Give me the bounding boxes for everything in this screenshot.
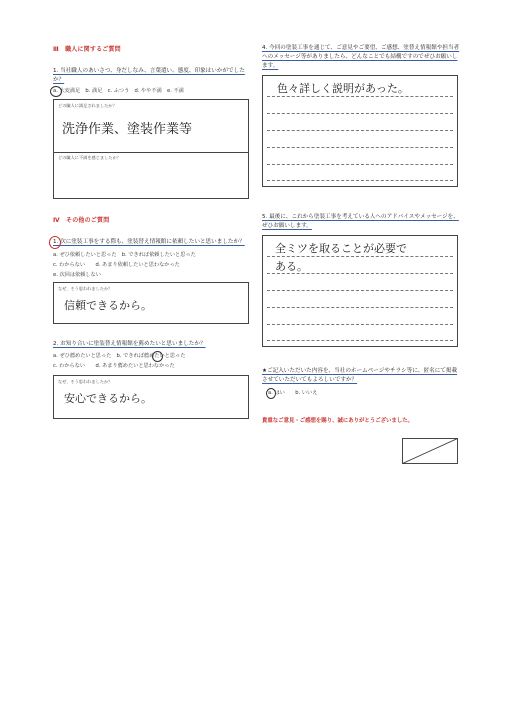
- q4-line-1: [267, 96, 453, 97]
- q5-answer-box[interactable]: [262, 235, 458, 347]
- q4-question: [262, 44, 462, 71]
- permission-question-text: ★ご記入いただいた内容を、当社のホームページやチラシ等に、匿名にて掲載させていただいてもよろしいですか？: [262, 368, 458, 383]
- q5-line-3: [267, 290, 453, 291]
- q4-answer-box[interactable]: [262, 75, 458, 187]
- q4-question-text: 4. 今回の塗装工事を通じて、ご意見やご要望、ご感想、塗替え情報館や担当者へのメッセージ等がありましたら、どんなことでも結構ですのでぜひお願いします。: [262, 45, 460, 69]
- q4-line-3: [267, 130, 453, 131]
- q2-question-text: 2. お知り合いに塗装替え情報館を薦めたいと思いましたか？: [53, 341, 206, 347]
- q1-box-divider: [54, 152, 248, 153]
- q5-line-5: [267, 324, 453, 325]
- q1b-option-2: c. わからない d. あまり依頼したいと思わなかった: [53, 262, 180, 268]
- q1b-hint: なぜ、そう思われましたか？: [58, 286, 113, 291]
- q1b-handwritten-answer: 信頼できるから。: [64, 299, 152, 312]
- q2-question: [53, 340, 253, 349]
- q5-line-1: [267, 256, 453, 257]
- q1b-question: [53, 238, 253, 247]
- permission-selected-circle: [266, 388, 276, 399]
- q1-options: [53, 86, 253, 96]
- q1b-answer-box[interactable]: [53, 282, 249, 324]
- q1-selected-circle: [50, 86, 62, 97]
- right-column: [262, 40, 462, 464]
- q5-handwritten-answer-line2: ある。: [275, 260, 308, 273]
- q1b-number-circle: [49, 236, 61, 249]
- q5-handwritten-answer-line1: 全ミツを取ることが必要で: [275, 242, 407, 255]
- q4-line-4: [267, 147, 453, 148]
- q2-answer-box[interactable]: [53, 375, 249, 419]
- q5-line-6: [267, 340, 453, 341]
- q1-question-text: 1. 当社職人のあいさつ、身だしなみ、言葉遣い、態度、印象はいかがでしたか？: [53, 68, 245, 83]
- q1-hint-dissatisfied: どの職人に不満を感じましたか？: [58, 155, 121, 160]
- q2-hint: なぜ、そう思われましたか？: [58, 379, 113, 384]
- q1-hint-satisfied: どの職人に満足されましたか？: [58, 103, 117, 108]
- section-3-title: Ⅲ 職人に関するご質問: [53, 46, 121, 53]
- q5-line-4: [267, 307, 453, 308]
- q5-question-text: 5. 最後に、これから塗装工事を考えている人へのアドバイスやメッセージを、ぜひお願いします。: [262, 214, 459, 229]
- q4-handwritten-answer: 色々詳しく説明があった。: [277, 82, 409, 95]
- thanks-message: 貴重なご意見・ご感想を賜り、誠にありがとうございました。: [262, 418, 413, 424]
- q2-option-1: [53, 351, 253, 361]
- q2-option-2: c. わからない d. あまり薦めたいと思わなかった: [53, 363, 175, 369]
- q1-handwritten-answer: 洗浄作業、塗装作業等: [62, 122, 193, 137]
- q1-answer-box[interactable]: [53, 99, 249, 199]
- q1-question: [53, 67, 253, 85]
- q4-line-2: [267, 113, 453, 114]
- q2-handwritten-answer: 安心できるから。: [64, 392, 152, 405]
- section-4-title: Ⅳ その他のご質問: [53, 217, 110, 224]
- q5-line-2: [267, 273, 453, 274]
- q1b-question-text: 1. 次に塗装工事をする際も、塗装替え情報館に依頼したいと思いましたか？: [53, 239, 245, 245]
- office-use-box: [402, 438, 458, 464]
- q2-selected-circle: [152, 351, 163, 362]
- q1-options-text: a. 大変満足 b. 満足 c. ふつう d. やや不満 e. 不満: [53, 88, 184, 94]
- q4-line-5: [267, 164, 453, 165]
- permission-options: [262, 388, 462, 398]
- q5-question: [262, 213, 462, 231]
- q2-option-1-text: a. ぜひ薦めたいと思った b. できれば薦めたいと思った: [53, 353, 186, 359]
- q4-line-6: [267, 180, 453, 181]
- permission-options-text: a. はい b. いいえ: [268, 390, 318, 396]
- q1b-option-3: e. 次回は依頼しない: [53, 272, 101, 278]
- permission-question: [262, 367, 462, 385]
- q1b-option-1: a. ぜひ依頼したいと思った b. できれば依頼したいと思った: [53, 252, 196, 258]
- left-column: [53, 40, 253, 419]
